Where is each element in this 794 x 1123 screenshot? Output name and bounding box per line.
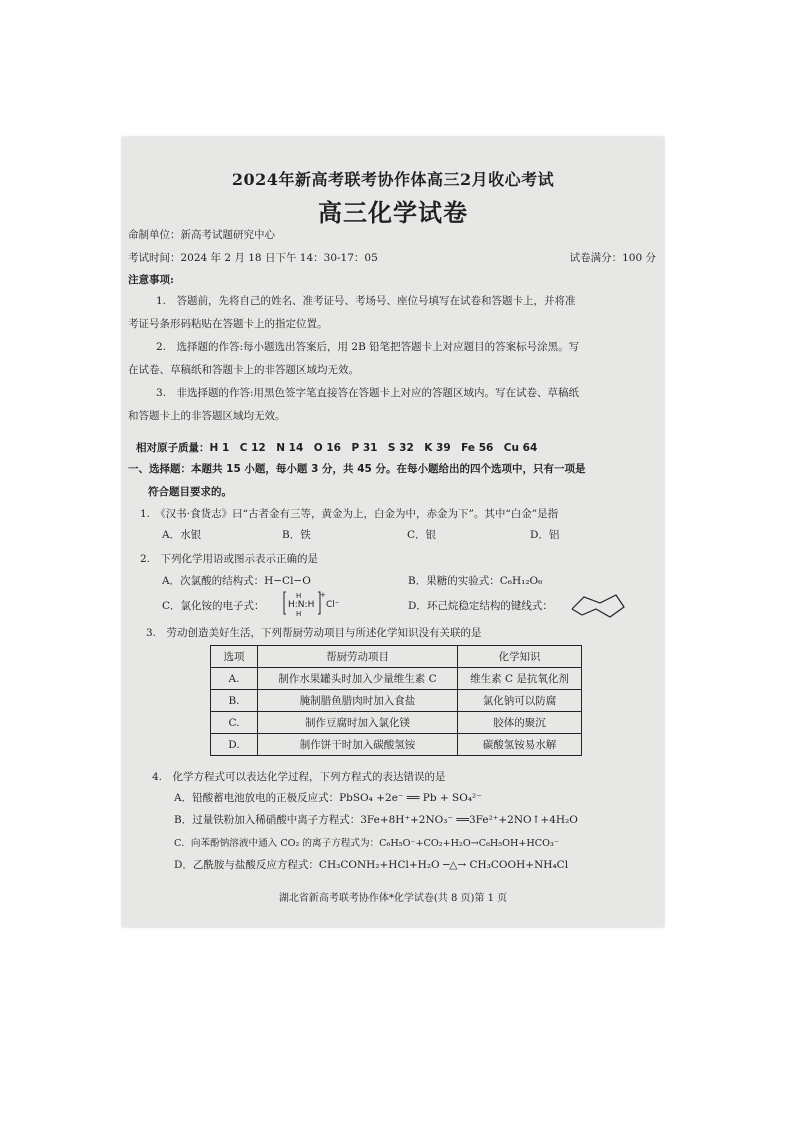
question-4-option-c: C．向苯酚钠溶液中通入 CO₂ 的离子方程式为：C₆H₅O⁻+CO₂+H₂O→C₆H₅OH+HCO₃⁻ <box>174 838 559 849</box>
question-3-table <box>210 645 582 756</box>
page-footer: 湖北省新高考联考协作体*化学试卷(共 8 页)第 1 页 <box>278 893 508 904</box>
notice-item-1-line-1: 1. 答题前，先将自己的姓名、准考证号、考场号、座位号填写在试卷和答题卡上，并将准 <box>156 295 576 307</box>
table-cell: 维生素 C 是抗氧化剂 <box>458 668 582 690</box>
table-cell: 碳酸氢铵易水解 <box>458 734 582 756</box>
question-1-option-a: A．水银 <box>162 529 202 541</box>
table-row <box>211 668 582 690</box>
question-4-option-a: A．铅酸蓄电池放电的正极反应式：PbSO₄ +2e⁻ ══ Pb + SO₄²⁻ <box>174 792 482 804</box>
table-header-cell: 选项 <box>211 646 258 668</box>
question-4-option-b: B．过量铁粉加入稀硝酸中离子方程式：3Fe+8H⁺+2NO₃⁻ ══3Fe²⁺+2NO↑+4H₂O <box>174 814 578 826</box>
svg-text:H:N:H: H:N:H <box>288 600 315 610</box>
table-cell: 腌制腊鱼腊肉时加入食盐 <box>258 690 458 712</box>
table-cell: D. <box>211 734 258 756</box>
svg-text:Cl⁻: Cl⁻ <box>326 600 340 610</box>
table-cell: 制作水果罐头时加入少量维生素 C <box>258 668 458 690</box>
notice-item-3-line-1: 3. 非选择题的作答:用黑色签字笔直接答在答题卡上对应的答题区域内。写在试卷、草稿纸 <box>156 387 580 399</box>
section-1-line-1: 一、选择题：本题共 15 小题，每小题 3 分，共 45 分。在每小题给出的四个选项中，只有一项是 <box>128 463 586 475</box>
question-3-stem: 3. 劳动创造美好生活，下列帮厨劳动项目与所述化学知识没有关联的是 <box>146 627 482 639</box>
svg-text:H: H <box>296 610 302 617</box>
ammonium-chloride-electron-formula <box>282 589 344 621</box>
question-2-option-d: D．环己烷稳定结构的键线式： <box>408 600 553 612</box>
section-1-line-2: 符合题目要求的。 <box>148 486 232 498</box>
exam-title: 2024年新高考联考协作体高三2月收心考试 <box>231 170 555 189</box>
table-header-row <box>211 646 582 668</box>
table-row <box>211 712 582 734</box>
svg-text:H: H <box>296 592 302 600</box>
notice-item-2-line-2: 在试卷、草稿纸和答题卡上的非答题区域均无效。 <box>128 364 359 376</box>
issuing-unit: 命制单位：新高考试题研究中心 <box>128 229 275 241</box>
full-score: 试卷满分：100 分 <box>569 252 656 264</box>
question-4-option-d: D．乙酰胺与盐酸反应方程式：CH₃CONH₂+HCl+H₂O ─△→ CH₃COOH+NH₄Cl <box>174 859 569 871</box>
question-2-stem: 2. 下列化学用语或图示表示正确的是 <box>140 553 319 565</box>
notice-item-1-line-2: 考证号条形码粘贴在答题卡上的指定位置。 <box>128 318 328 330</box>
table-row <box>211 690 582 712</box>
question-1-option-c: C．银 <box>407 529 437 541</box>
notice-item-3-line-2: 和答题卡上的非答题区域均无效。 <box>128 410 286 422</box>
notice-item-2-line-1: 2. 选择题的作答:每小题选出答案后，用 2B 铅笔把答题卡上对应题目的答案标号涂黑。写 <box>156 341 580 353</box>
question-1-option-d: D．铝 <box>530 529 560 541</box>
table-row <box>211 734 582 756</box>
question-2-option-a: A．次氯酸的结构式：H−Cl−O <box>162 575 311 587</box>
question-1-option-b: B．铁 <box>282 529 311 541</box>
exam-subtitle: 高三化学试卷 <box>318 198 468 227</box>
svg-text:+: + <box>320 591 326 599</box>
exam-paper <box>122 137 664 927</box>
table-cell: A. <box>211 668 258 690</box>
question-4-stem: 4. 化学方程式可以表达化学过程，下列方程式的表达错误的是 <box>152 771 446 783</box>
table-cell: 胶体的聚沉 <box>458 712 582 734</box>
atomic-mass-line: 相对原子质量：H 1 C 12 N 14 O 16 P 31 S 32 K 39 Fe 56 Cu 64 <box>136 442 538 454</box>
table-cell: C. <box>211 712 258 734</box>
table-cell: 制作豆腐时加入氯化镁 <box>258 712 458 734</box>
exam-time: 考试时间：2024 年 2 月 18 日下午 14：30-17：05 <box>128 252 378 264</box>
cyclohexane-chair-structure <box>570 591 626 623</box>
question-2-option-c: C．氯化铵的电子式： <box>162 600 265 612</box>
question-1-stem: 1. 《汉书·食货志》曰“古者金有三等，黄金为上，白金为中，赤金为下”。其中“白金”是指 <box>140 508 559 520</box>
notice-heading: 注意事项: <box>128 274 174 286</box>
table-cell: 氯化钠可以防腐 <box>458 690 582 712</box>
table-cell: B. <box>211 690 258 712</box>
table-cell: 制作饼干时加入碳酸氢铵 <box>258 734 458 756</box>
table-header-cell: 帮厨劳动项目 <box>258 646 458 668</box>
question-2-option-b: B．果糖的实验式：C₆H₁₂O₆ <box>408 575 543 587</box>
table-header-cell: 化学知识 <box>458 646 582 668</box>
